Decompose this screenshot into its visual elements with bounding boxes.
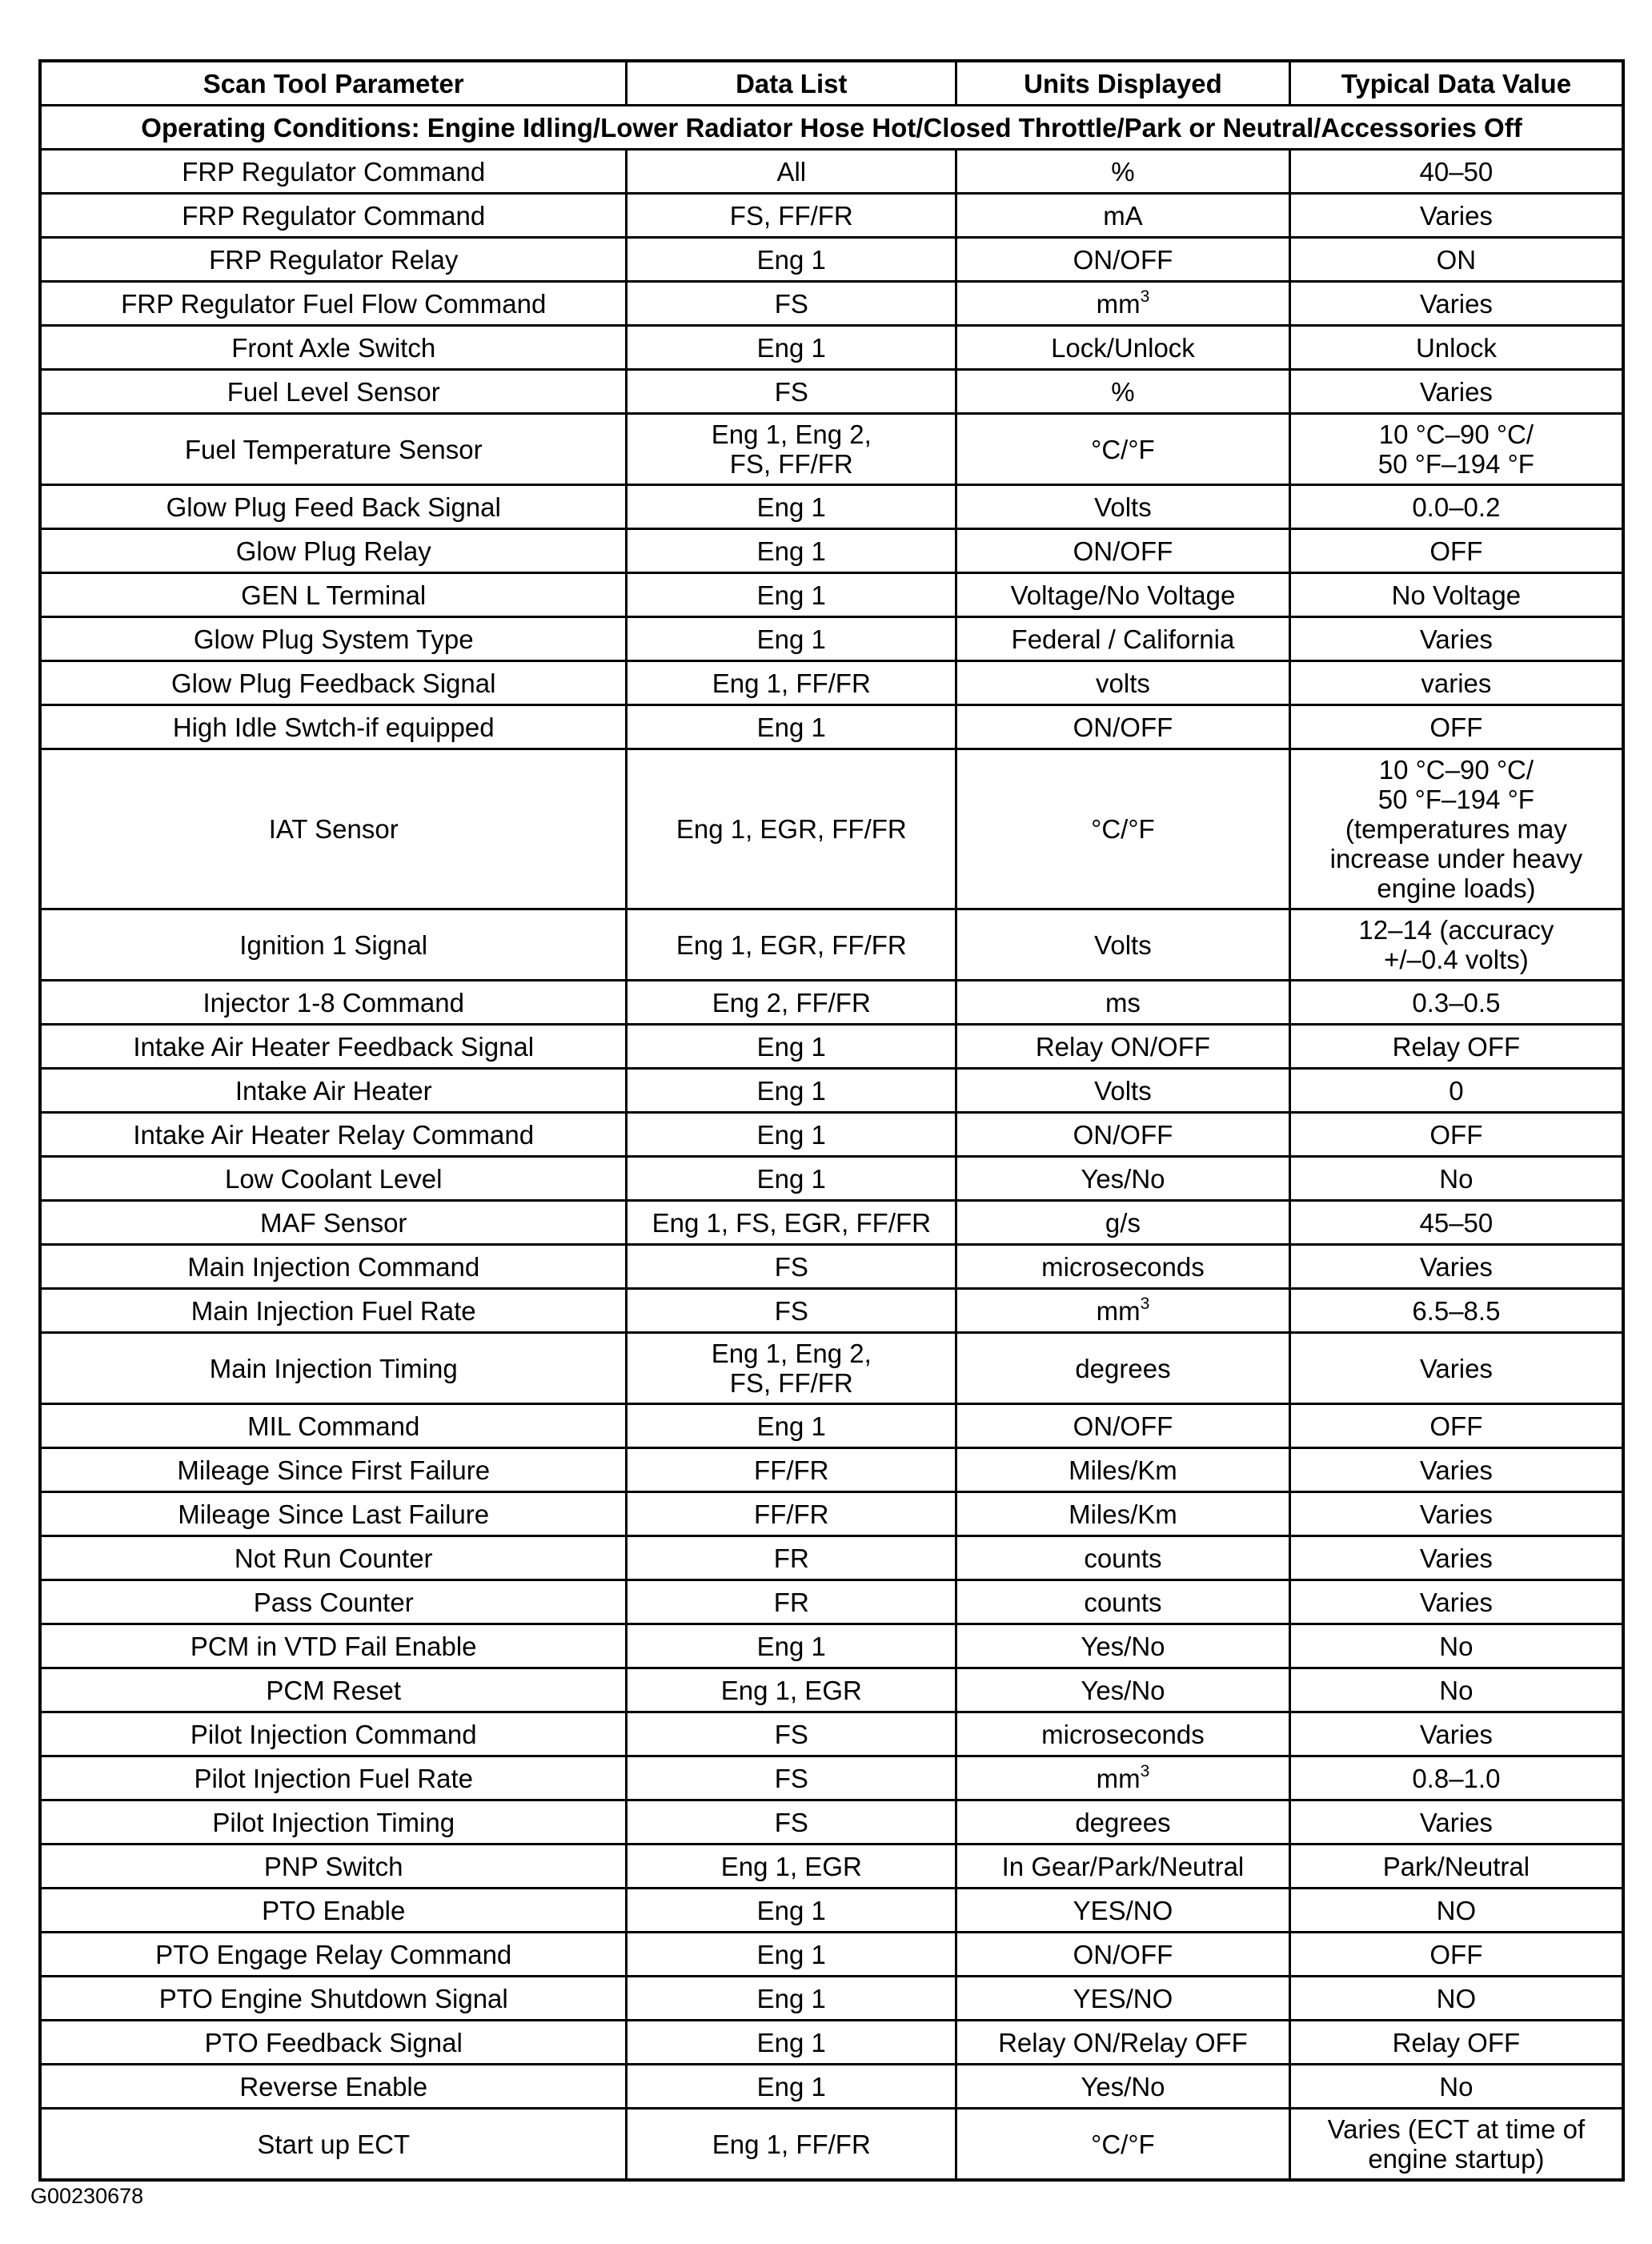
units-cell: Yes/No — [956, 2065, 1290, 2109]
data-list-cell: Eng 1 — [627, 326, 956, 370]
typical-value-cell: Varies — [1289, 1580, 1623, 1624]
units-cell: ON/OFF — [956, 705, 1290, 749]
table-row — [40, 1712, 1623, 1756]
table-row — [40, 1113, 1623, 1157]
data-list-cell: FS — [627, 1289, 956, 1333]
table-row — [40, 1536, 1623, 1580]
units-cell: volts — [956, 661, 1290, 705]
parameter-cell: Glow Plug Relay — [40, 529, 627, 573]
parameter-cell: Front Axle Switch — [40, 326, 627, 370]
parameter-cell: FRP Regulator Command — [40, 194, 627, 238]
data-list-cell: Eng 1 — [627, 1069, 956, 1113]
data-list-cell: FS — [627, 1245, 956, 1289]
data-list-cell: Eng 1, EGR — [627, 1845, 956, 1889]
typical-value-cell: OFF — [1289, 1933, 1623, 1977]
parameter-cell: Main Injection Timing — [40, 1333, 627, 1404]
header-scan-tool-parameter: Scan Tool Parameter — [40, 61, 627, 106]
table-row — [40, 238, 1623, 282]
units-cell: Miles/Km — [956, 1448, 1290, 1492]
parameter-cell: FRP Regulator Fuel Flow Command — [40, 282, 627, 326]
units-cell: $mm^3$ — [956, 1289, 1290, 1333]
units-cell: $mm^3$ — [956, 282, 1290, 326]
units-cell: Federal / California — [956, 617, 1290, 661]
data-list-cell: Eng 1 — [627, 238, 956, 282]
table-row — [40, 1845, 1623, 1889]
data-list-cell: Eng 1 — [627, 617, 956, 661]
data-list-cell: FS, FF/FR — [627, 194, 956, 238]
units-cell: microseconds — [956, 1712, 1290, 1756]
parameter-cell: Main Injection Fuel Rate — [40, 1289, 627, 1333]
table-row — [40, 1157, 1623, 1201]
table-row — [40, 1889, 1623, 1933]
parameter-cell: FRP Regulator Relay — [40, 238, 627, 282]
parameter-cell: Not Run Counter — [40, 1536, 627, 1580]
parameter-cell: Injector 1-8 Command — [40, 981, 627, 1025]
typical-value-cell: Varies — [1289, 194, 1623, 238]
parameter-cell: Mileage Since Last Failure — [40, 1492, 627, 1536]
units-cell: Relay ON/OFF — [956, 1025, 1290, 1069]
typical-value-cell: No Voltage — [1289, 573, 1623, 617]
typical-value-cell: Varies (ECT at time of engine startup) — [1289, 2109, 1623, 2181]
parameter-cell: Intake Air Heater — [40, 1069, 627, 1113]
parameter-cell: PTO Engage Relay Command — [40, 1933, 627, 1977]
parameter-cell: Main Injection Command — [40, 1245, 627, 1289]
parameter-cell: MAF Sensor — [40, 1201, 627, 1245]
typical-value-cell: Varies — [1289, 1712, 1623, 1756]
units-cell: Yes/No — [956, 1624, 1290, 1668]
table-row — [40, 1025, 1623, 1069]
data-list-cell: Eng 1, FF/FR — [627, 661, 956, 705]
units-cell: degrees — [956, 1800, 1290, 1845]
typical-value-cell: NO — [1289, 1977, 1623, 2021]
units-cell: ms — [956, 981, 1290, 1025]
parameter-cell: PTO Feedback Signal — [40, 2021, 627, 2065]
data-list-cell: Eng 1, EGR, FF/FR — [627, 909, 956, 981]
table-row — [40, 661, 1623, 705]
typical-value-cell: 0.3–0.5 — [1289, 981, 1623, 1025]
typical-value-cell: OFF — [1289, 529, 1623, 573]
parameter-cell: Mileage Since First Failure — [40, 1448, 627, 1492]
table-row — [40, 981, 1623, 1025]
typical-value-cell: Varies — [1289, 1492, 1623, 1536]
units-cell: mA — [956, 194, 1290, 238]
parameter-cell: Fuel Level Sensor — [40, 370, 627, 414]
data-list-cell: FS — [627, 1800, 956, 1845]
parameter-cell: Low Coolant Level — [40, 1157, 627, 1201]
data-list-cell: FS — [627, 1712, 956, 1756]
data-list-cell: Eng 1 — [627, 1977, 956, 2021]
units-cell: Voltage/No Voltage — [956, 573, 1290, 617]
data-list-cell: Eng 1, FS, EGR, FF/FR — [627, 1201, 956, 1245]
typical-value-cell: 10 °C–90 °C/ 50 °F–194 °F — [1289, 414, 1623, 485]
table-row — [40, 1580, 1623, 1624]
parameter-cell: GEN L Terminal — [40, 573, 627, 617]
parameter-cell: Pilot Injection Command — [40, 1712, 627, 1756]
table-row — [40, 749, 1623, 909]
data-list-cell: Eng 1 — [627, 2021, 956, 2065]
data-list-cell: Eng 1 — [627, 2065, 956, 2109]
typical-value-cell: 12–14 (accuracy +/–0.4 volts) — [1289, 909, 1623, 981]
parameter-cell: Reverse Enable — [40, 2065, 627, 2109]
header-typical-data-value: Typical Data Value — [1289, 61, 1623, 106]
data-list-cell: Eng 1 — [627, 1624, 956, 1668]
header-units-displayed: Units Displayed — [956, 61, 1290, 106]
units-cell: microseconds — [956, 1245, 1290, 1289]
parameter-cell: PTO Enable — [40, 1889, 627, 1933]
table-row — [40, 1069, 1623, 1113]
typical-value-cell: NO — [1289, 1889, 1623, 1933]
typical-value-cell: No — [1289, 1624, 1623, 1668]
units-cell: YES/NO — [956, 1889, 1290, 1933]
units-cell: °C/°F — [956, 2109, 1290, 2181]
units-cell: Miles/Km — [956, 1492, 1290, 1536]
typical-value-cell: varies — [1289, 661, 1623, 705]
data-list-cell: Eng 1, Eng 2, FS, FF/FR — [627, 414, 956, 485]
typical-value-cell: OFF — [1289, 1404, 1623, 1448]
table-row — [40, 2065, 1623, 2109]
typical-value-cell: Park/Neutral — [1289, 1845, 1623, 1889]
header-data-list: Data List — [627, 61, 956, 106]
parameter-cell: PCM Reset — [40, 1668, 627, 1712]
parameter-cell: Fuel Temperature Sensor — [40, 414, 627, 485]
parameter-cell: Intake Air Heater Feedback Signal — [40, 1025, 627, 1069]
table-row — [40, 1404, 1623, 1448]
table-row — [40, 370, 1623, 414]
data-list-cell: Eng 1, EGR, FF/FR — [627, 749, 956, 909]
typical-value-cell: 40–50 — [1289, 150, 1623, 194]
data-list-cell: Eng 1, EGR — [627, 1668, 956, 1712]
data-list-cell: Eng 1 — [627, 1113, 956, 1157]
table-row — [40, 1800, 1623, 1845]
units-cell: Yes/No — [956, 1157, 1290, 1201]
typical-value-cell: ON — [1289, 238, 1623, 282]
table-row — [40, 414, 1623, 485]
typical-value-cell: Relay OFF — [1289, 1025, 1623, 1069]
operating-conditions: Operating Conditions: Engine Idling/Lower Radiator Hose Hot/Closed Throttle/Park or Neutral/Accessories Off — [40, 106, 1623, 150]
parameter-cell: Pilot Injection Fuel Rate — [40, 1756, 627, 1800]
parameter-cell: Intake Air Heater Relay Command — [40, 1113, 627, 1157]
table-row — [40, 1201, 1623, 1245]
parameter-cell: MIL Command — [40, 1404, 627, 1448]
typical-value-cell: Varies — [1289, 617, 1623, 661]
table-row — [40, 1289, 1623, 1333]
units-cell: degrees — [956, 1333, 1290, 1404]
typical-value-cell: Varies — [1289, 1800, 1623, 1845]
parameter-cell: IAT Sensor — [40, 749, 627, 909]
data-list-cell: FF/FR — [627, 1492, 956, 1536]
units-cell: ON/OFF — [956, 238, 1290, 282]
typical-value-cell: OFF — [1289, 705, 1623, 749]
data-list-cell: FS — [627, 282, 956, 326]
data-list-cell: Eng 1 — [627, 1157, 956, 1201]
data-list-cell: Eng 1 — [627, 1889, 956, 1933]
table-row — [40, 573, 1623, 617]
units-cell: ON/OFF — [956, 1113, 1290, 1157]
table-row — [40, 2021, 1623, 2065]
units-cell: In Gear/Park/Neutral — [956, 1845, 1290, 1889]
parameter-cell: High Idle Swtch-if equipped — [40, 705, 627, 749]
typical-value-cell: Varies — [1289, 1448, 1623, 1492]
data-list-cell: Eng 1 — [627, 1404, 956, 1448]
typical-value-cell: Varies — [1289, 370, 1623, 414]
scan-tool-data-table — [38, 59, 1625, 2182]
parameter-cell: Ignition 1 Signal — [40, 909, 627, 981]
parameter-cell: PTO Engine Shutdown Signal — [40, 1977, 627, 2021]
typical-value-cell: 0.0–0.2 — [1289, 485, 1623, 529]
table-row — [40, 1624, 1623, 1668]
data-list-cell: FF/FR — [627, 1448, 956, 1492]
table-row — [40, 1977, 1623, 2021]
units-cell: ON/OFF — [956, 529, 1290, 573]
parameter-cell: FRP Regulator Command — [40, 150, 627, 194]
typical-value-cell: Varies — [1289, 1536, 1623, 1580]
typical-value-cell: 0 — [1289, 1069, 1623, 1113]
units-cell: °C/°F — [956, 414, 1290, 485]
units-cell: ON/OFF — [956, 1933, 1290, 1977]
table-row — [40, 1668, 1623, 1712]
units-cell: g/s — [956, 1201, 1290, 1245]
units-cell: Lock/Unlock — [956, 326, 1290, 370]
table-row — [40, 2109, 1623, 2181]
data-list-cell: Eng 2, FF/FR — [627, 981, 956, 1025]
parameter-cell: PCM in VTD Fail Enable — [40, 1624, 627, 1668]
parameter-cell: Pilot Injection Timing — [40, 1800, 627, 1845]
table-row — [40, 1333, 1623, 1404]
parameter-cell: Pass Counter — [40, 1580, 627, 1624]
parameter-cell: Glow Plug Feedback Signal — [40, 661, 627, 705]
units-cell: Volts — [956, 1069, 1290, 1113]
typical-value-cell: Unlock — [1289, 326, 1623, 370]
units-cell: % — [956, 150, 1290, 194]
data-list-cell: Eng 1 — [627, 573, 956, 617]
data-list-cell: Eng 1, FF/FR — [627, 2109, 956, 2181]
data-list-cell: FS — [627, 1756, 956, 1800]
units-cell: $mm^3$ — [956, 1756, 1290, 1800]
figure-id: G00230678 — [30, 2184, 144, 2208]
units-cell: ON/OFF — [956, 1404, 1290, 1448]
typical-value-cell: 10 °C–90 °C/ 50 °F–194 °F (temperatures may increase under heavy engine loads) — [1289, 749, 1623, 909]
data-list-cell: FR — [627, 1580, 956, 1624]
table-row — [40, 705, 1623, 749]
typical-value-cell: Relay OFF — [1289, 2021, 1623, 2065]
typical-value-cell: OFF — [1289, 1113, 1623, 1157]
header-row — [40, 61, 1623, 106]
units-cell: °C/°F — [956, 749, 1290, 909]
table-row — [40, 326, 1623, 370]
data-list-cell: FS — [627, 370, 956, 414]
units-cell: Yes/No — [956, 1668, 1290, 1712]
table-row — [40, 150, 1623, 194]
table-row — [40, 485, 1623, 529]
parameter-cell: Start up ECT — [40, 2109, 627, 2181]
typical-value-cell: Varies — [1289, 1333, 1623, 1404]
typical-value-cell: No — [1289, 1157, 1623, 1201]
data-list-cell: Eng 1 — [627, 485, 956, 529]
parameter-cell: Glow Plug Feed Back Signal — [40, 485, 627, 529]
table-row — [40, 1245, 1623, 1289]
units-cell: counts — [956, 1580, 1290, 1624]
operating-conditions-row — [40, 106, 1623, 150]
units-cell: Relay ON/Relay OFF — [956, 2021, 1290, 2065]
typical-value-cell: No — [1289, 2065, 1623, 2109]
table-row — [40, 1933, 1623, 1977]
typical-value-cell: 45–50 — [1289, 1201, 1623, 1245]
units-cell: Volts — [956, 909, 1290, 981]
typical-value-cell: Varies — [1289, 1245, 1623, 1289]
table-row — [40, 1492, 1623, 1536]
table-row — [40, 529, 1623, 573]
data-list-cell: FR — [627, 1536, 956, 1580]
typical-value-cell: 0.8–1.0 — [1289, 1756, 1623, 1800]
parameter-cell: PNP Switch — [40, 1845, 627, 1889]
units-cell: Volts — [956, 485, 1290, 529]
parameter-cell: Glow Plug System Type — [40, 617, 627, 661]
data-list-cell: All — [627, 150, 956, 194]
table-row — [40, 194, 1623, 238]
data-list-cell: Eng 1 — [627, 1933, 956, 1977]
units-cell: YES/NO — [956, 1977, 1290, 2021]
data-list-cell: Eng 1 — [627, 1025, 956, 1069]
data-list-cell: Eng 1 — [627, 705, 956, 749]
table-row — [40, 1448, 1623, 1492]
table-row — [40, 1756, 1623, 1800]
data-list-cell: Eng 1, Eng 2, FS, FF/FR — [627, 1333, 956, 1404]
typical-value-cell: 6.5–8.5 — [1289, 1289, 1623, 1333]
typical-value-cell: No — [1289, 1668, 1623, 1712]
units-cell: counts — [956, 1536, 1290, 1580]
table-row — [40, 617, 1623, 661]
units-cell: % — [956, 370, 1290, 414]
typical-value-cell: Varies — [1289, 282, 1623, 326]
table-row — [40, 282, 1623, 326]
table-row — [40, 909, 1623, 981]
data-list-cell: Eng 1 — [627, 529, 956, 573]
